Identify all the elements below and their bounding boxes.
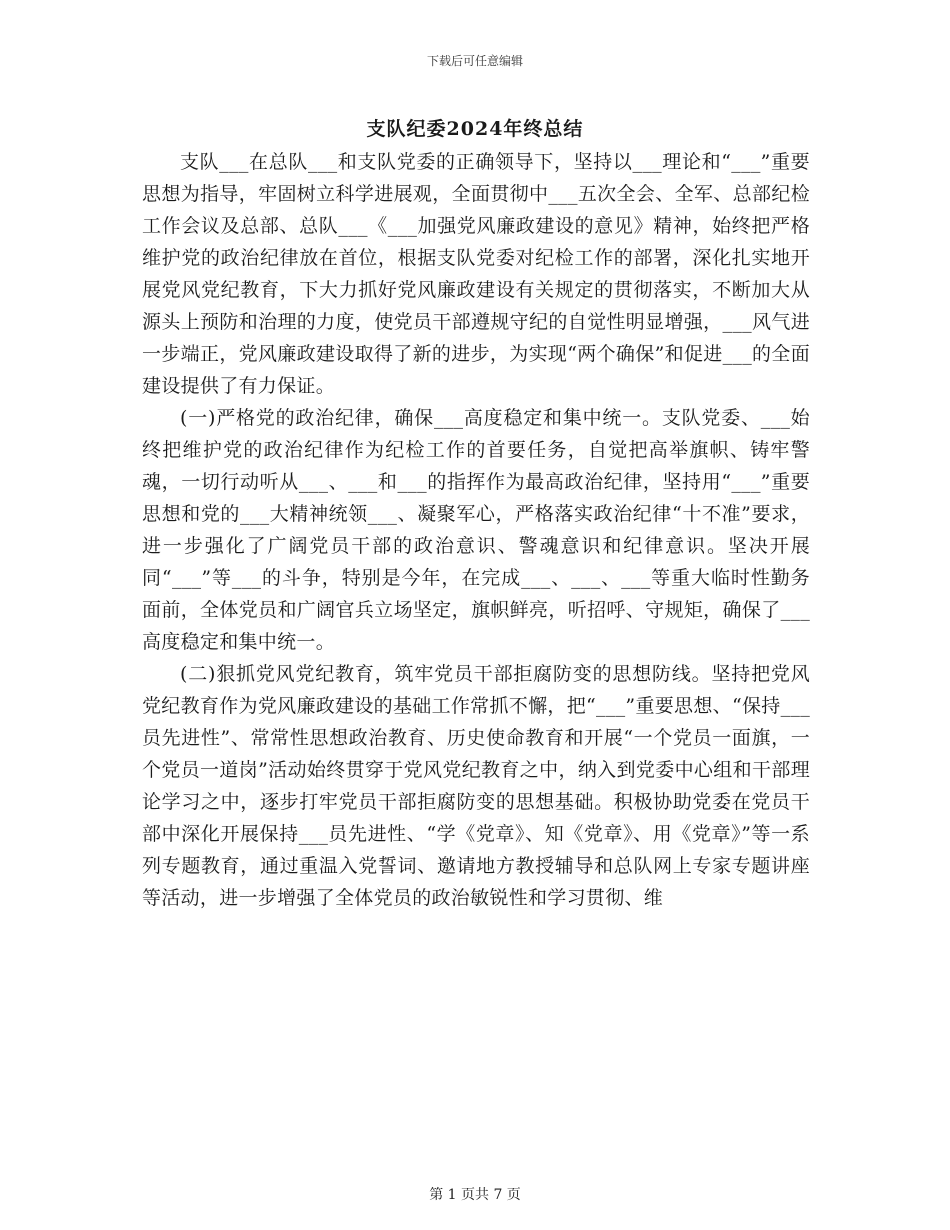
document-title: 支队纪委2024年终总结 bbox=[366, 118, 584, 140]
document-body bbox=[142, 146, 810, 914]
header-note: 下载后可任意编辑 bbox=[426, 54, 523, 68]
paragraph-section-1: (一)严格党的政治纪律，确保___高度稳定和集中统一。支队党委、___始终把维护党的政治纪律作为纪检工作的首要任务，自觉把高举旗帜、铸牢警魂，一切行动听从___、___和___的指挥作为最高政治纪律，坚持用“___”重要思想和党的___大精神统领___、凝聚军心，严格落实政治纪律“十不准”要求，进一步强化了广阔党员干部的政治意识、警魂意识和纪律意识。坚决开展同“___”等___的斗争，特别是今年，在完成___、___、___等重大临时性勤务面前，全体党员和广阔官兵立场坚定，旗帜鲜亮，听招呼、守规矩，确保了___高度稳定和集中统一。 bbox=[142, 407, 810, 653]
page-indicator: 第 1 页共 7 页 bbox=[429, 1187, 521, 1203]
paragraph-section-2: (二)狠抓党风党纪教育，筑牢党员干部拒腐防变的思想防线。坚持把党风党纪教育作为党风廉政建设的基础工作常抓不懈，把“___”重要思想、“保持___员先进性”、常常性思想政治教育、历史使命教育和开展“一个党员一面旗，一个党员一道岗”活动始终贯穿于党风党纪教育之中，纳入到党委中心组和干部理论学习之中，逐步打牢党员干部拒腐防变的思想基础。积极协助党委在党员干部中深化开展保持___员先进性、“学《党章》、知《党章》、用《党章》”等一系列专题教育，通过重温入党誓词、邀请地方教授辅导和总队网上专家专题讲座等活动，进一步增强了全体党员的政治敏锐性和学习贯彻、维 bbox=[142, 663, 810, 909]
paragraph-intro: 支队___在总队___和支队党委的正确领导下，坚持以___理论和“___”重要思想为指导，牢固树立科学进展观，全面贯彻中___五次全会、全军、总部纪检工作会议及总部、总队___《___加强党风廉政建设的意见》精神，始终把严格维护党的政治纪律放在首位，根据支队党委对纪检工作的部署，深化扎实地开展党风党纪教育，下大力抓好党风廉政建设有关规定的贯彻落实，不断加大从源头上预防和治理的力度，使党员干部遵规守纪的自觉性明显增强，___风气进一步端正，党风廉政建设取得了新的进步，为实现“两个确保”和促进___的全面建设提供了有力保证。 bbox=[142, 151, 810, 397]
